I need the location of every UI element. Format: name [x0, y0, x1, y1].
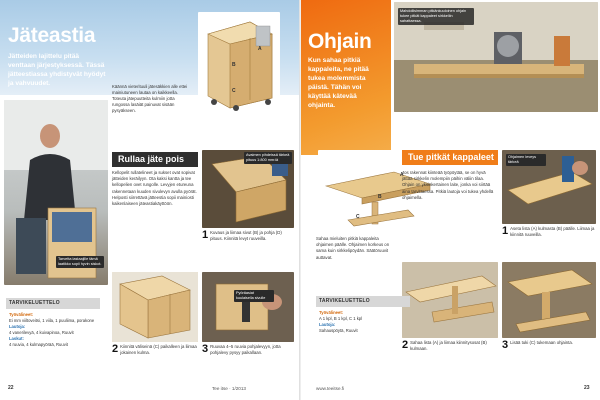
right-step-3-photo: [502, 262, 596, 338]
step-1: [202, 230, 294, 242]
left-materials-label: Lautoja:: [9, 324, 26, 329]
step-1-text: Kuvaus ja liimaa sivut (B) ja pohja (D) pituus. Kiinnitä levyt ruuveilla.: [210, 230, 282, 241]
right-step-3-text: Lisää tuki (C) tukemaan ohjainta.: [510, 340, 573, 345]
left-section-title: Rullaa jäte pois: [112, 152, 198, 167]
step-2: [112, 344, 200, 356]
left-body-text: Kellopelit rullatelineet ja sukset ovat sopivat jätteiden keräilyyn. Ota kaksi kantta ja tee kellopelien ovet rungolle. Levyjen etureuna rakennetaan kuuden sivulevyn avulla pyörät. Helposti siirrettävä jätteestia sopii mainiosti kaikenlaiseen jäteastiakäyttöön.: [112, 170, 197, 207]
right-footer: www.teeitse.fi: [316, 386, 345, 391]
right-materials-list: Sahauspöytä, Ruuvit: [319, 328, 358, 333]
label-stand-a: A: [400, 172, 404, 178]
right-section-title: Tue pitkät kappaleet: [402, 150, 498, 165]
step-2-text: Kiinnitä väliseinä (C) paikalleen ja liimaa jokainen kulma.: [120, 344, 197, 355]
right-step-1-number: 1: [502, 225, 509, 237]
label-stand-c: C: [356, 214, 360, 220]
bin-diagram-photo: [198, 12, 280, 112]
right-step-1-callout: Ohjaimen leveys tärkeä: [506, 154, 546, 166]
right-step-1-text: Aseta lista (A) kulmasta (B) päälle. Liimaa ja kiinnitä ruuveilla.: [510, 226, 595, 237]
label-c: C: [232, 88, 236, 94]
right-lead: Kun sahaa pitkiä kappaleita, ne pitää tukea molemmista päistä. Tähän voi käyttää kätevää ohjainta.: [308, 57, 369, 109]
left-footer: Tee itse · 1/2013: [212, 386, 246, 391]
left-extra-label: Laskut:: [9, 336, 24, 341]
right-tools-list: A 1 kpl, B 1 kpl, C 1 kpl: [319, 316, 363, 321]
right-step-1: [502, 226, 596, 238]
label-b: B: [232, 62, 236, 68]
step-2-photo: [112, 272, 198, 342]
left-lead: Jätteiden lajittelu pitää venttaan järjestyksessä. Tässä jätteestiassa yhdistyvät hyödyt ja vahvuudet.: [8, 53, 106, 87]
right-materials-label: Lautoja:: [319, 322, 336, 327]
step-1-callout: Avaimen pihdeissä tärkeä pituus 1:800 mm:iä: [244, 152, 292, 164]
right-tools-body: [316, 307, 410, 337]
step-3-photo: [202, 272, 294, 342]
left-extra-list: 4 ruuvia, 4 kulmapyörää, Ruuvit: [9, 342, 68, 347]
step-1-number: 1: [202, 229, 209, 241]
step-2-number: 2: [112, 343, 119, 355]
person-caption-tag: Tarvetta lastaajille tämä laatikko sopii hyvin siskot.: [56, 256, 104, 268]
bin-drawing: [198, 12, 280, 112]
right-step-2-number: 2: [402, 339, 409, 351]
label-a: A: [258, 46, 262, 52]
step-3-number: 3: [202, 343, 209, 355]
left-tools-body: [6, 309, 100, 351]
right-title: Ohjain: [308, 30, 372, 53]
right-step-3: [502, 340, 598, 351]
left-tools-label: Työvälineet:: [9, 312, 34, 317]
step-3-callout: Pyöräasiat kuulaisella sivulle: [234, 290, 274, 302]
right-body-text: Jos rakennat kiinteää työpöytää, se on hyvä jättää sirkkelin molempiin päihin väliin tilaa. Ohjain on yksinkertainen laite, jonka voi siirtää aina tarvittaessa. Pitkiä lautoja voi tukea yhdellä ohjaimella.: [402, 170, 494, 200]
left-intro-caption: Käännä vieterituuli jätesäkkien alle ettei mainiutuneen lautaa on kaikkeella. Toteuta jätepuutteita kulmiin jotta rungossa lasäiät painuvat sisään pysyäkseen.: [112, 84, 188, 113]
step-3-text: Ruuvaa 4–5 ruuvia pohjalevyyn, jotta pohjalevy pysyy paikallaan.: [210, 344, 281, 355]
right-step-2: [402, 340, 498, 352]
left-materials-list: 4 vanerilevyä, 4 kuivapinoa, Ruuvit: [9, 330, 74, 335]
right-page-number: 23: [584, 385, 590, 391]
left-tools-box: [6, 298, 100, 372]
left-title: Jäteastia: [8, 24, 96, 47]
label-stand-b: B: [378, 194, 382, 200]
right-tools-label: Työvälineet:: [319, 310, 344, 315]
left-tools-list: Ei mm viiltoveitsi, 1 viila, 1 puuliima, porakone: [9, 318, 95, 323]
step-3: [202, 344, 296, 356]
right-tools-title: TARVIKELUETTELO: [316, 296, 410, 307]
right-step-2-photo: [402, 262, 498, 338]
right-step-2-text: Sahaa lista (A) ja liimaa kiinnitysosat (B) kulmaan.: [410, 340, 487, 351]
workshop-caption: Mahdollisimman pitkänkuuloinen ohjain tukee pitkät kappaleet sirkkeliin sahattaessa.: [398, 8, 474, 25]
left-page-number: 22: [8, 385, 14, 391]
right-mid-body: Sahaa mieluiten pitkiä kappaleita ohjaimen päälle. Ohjaimen korkeus on sama kuin sirkkelipöydän. Säätöruuvit auttavat.: [316, 236, 390, 260]
right-step-3-number: 3: [502, 339, 509, 351]
right-tools-box: [316, 296, 410, 360]
left-tools-title: TARVIKELUETTELO: [6, 298, 100, 309]
